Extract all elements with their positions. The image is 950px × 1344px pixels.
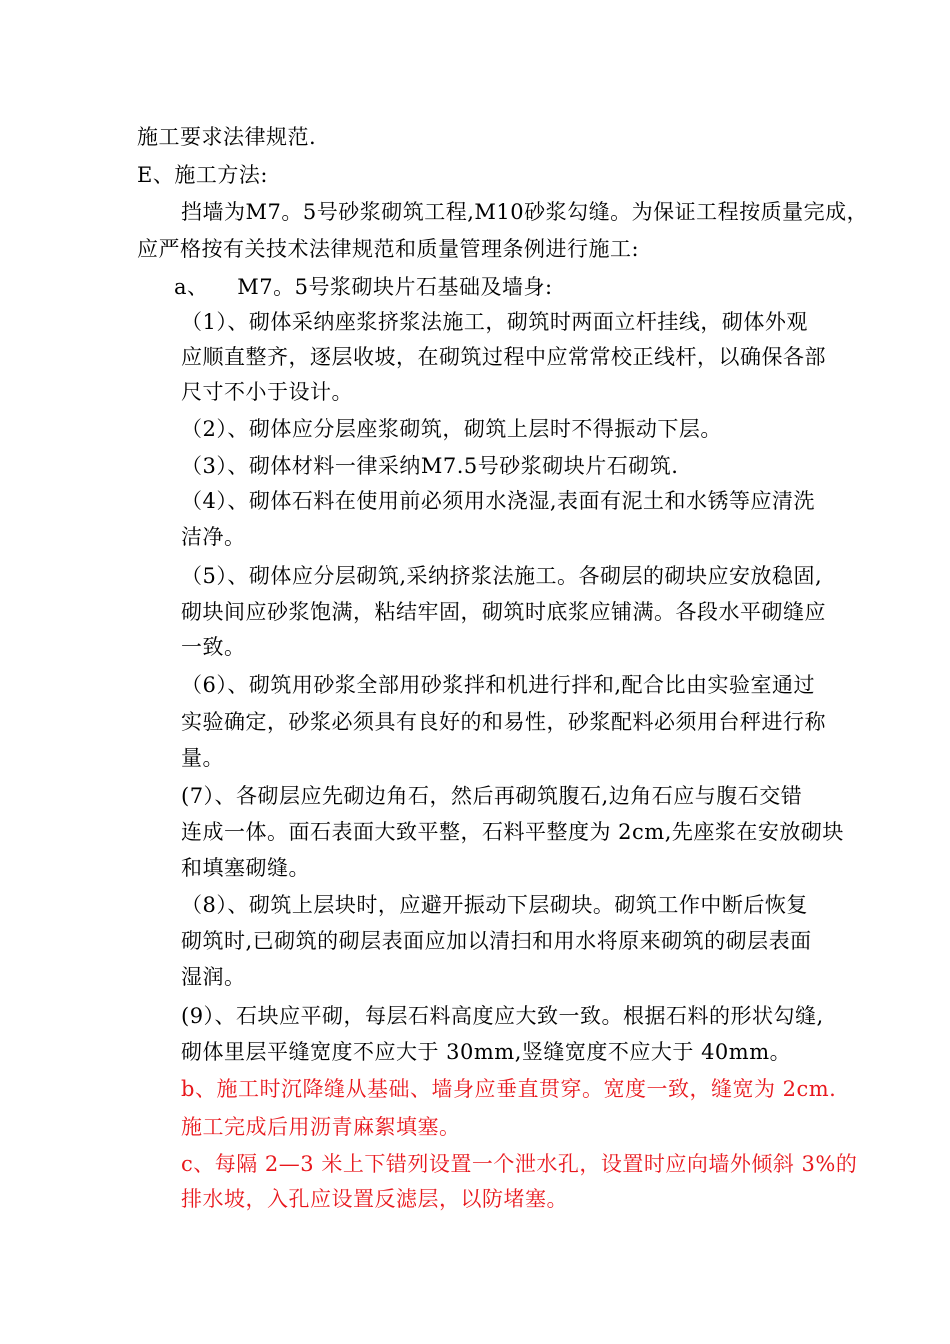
text-line: 连成一体。面石表面大致平整，石料平整度为 2cm,先座浆在安放砌块 — [181, 820, 844, 844]
subsection-heading: a、 M7。5号浆砌块片石基础及墙身: — [174, 275, 553, 299]
text-line: 应顺直整齐，逐层收坡，在砌筑过程中应常常校正线杆，以确保各部 — [181, 345, 826, 369]
highlighted-line: b、施工时沉降缝从基础、墙身应垂直贯穿。宽度一致，缝宽为 2cm. — [181, 1077, 837, 1101]
highlighted-line: c、每隔 2—3 米上下错列设置一个泄水孔，设置时应向墙外倾斜 3%的 — [181, 1152, 858, 1176]
highlighted-line: 施工完成后用沥青麻絮填塞。 — [181, 1115, 461, 1139]
text-line: 砌块间应砂浆饱满，粘结牢固，砌筑时底浆应铺满。各段水平砌缝应 — [181, 600, 826, 624]
text-line: （1）、砌体采纳座浆挤浆法施工，砌筑时两面立杆挂线，砌体外观 — [181, 310, 808, 334]
text-line: 实验确定，砂浆必须具有良好的和易性，砂浆配料必须用台秤进行称 — [181, 710, 826, 734]
text-line: 挡墙为M7。5号砂浆砌筑工程,M10砂浆勾缝。为保证工程按质量完成， — [181, 200, 869, 224]
text-line: （8）、砌筑上层块时，应避开振动下层砌块。砌筑工作中断后恢复 — [181, 893, 808, 917]
text-line: 施工要求法律规范. — [137, 125, 317, 149]
text-line: 湿润。 — [181, 965, 246, 989]
text-line: 应严格按有关技术法律规范和质量管理条例进行施工: — [137, 237, 640, 261]
text-line: 一致。 — [181, 635, 246, 659]
section-heading: E、施工方法: — [137, 163, 268, 187]
text-line: （2）、砌体应分层座浆砌筑，砌筑上层时不得振动下层。 — [181, 417, 722, 441]
text-line: 砌体里层平缝宽度不应大于 30mm,竖缝宽度不应大于 40mm。 — [181, 1040, 792, 1064]
text-line: （3）、砌体材料一律采纳M7.5号砂浆砌块片石砌筑. — [181, 454, 679, 478]
text-line: 洁净。 — [181, 525, 246, 549]
text-line: （6）、砌筑用砂浆全部用砂浆拌和机进行拌和,配合比由实验室通过 — [181, 673, 816, 697]
text-line: 尺寸不小于设计。 — [181, 380, 353, 404]
text-line: (9）、石块应平砌，每层石料高度应大致一致。根据石料的形状勾缝, — [181, 1004, 824, 1028]
highlighted-line: 排水坡，入孔应设置反滤层，以防堵塞。 — [181, 1187, 568, 1211]
text-line: 砌筑时,已砌筑的砌层表面应加以清扫和用水将原来砌筑的砌层表面 — [181, 929, 812, 953]
text-line: (7）、各砌层应先砌边角石，然后再砌筑腹石,边角石应与腹石交错 — [181, 784, 803, 808]
text-line: 和填塞砌缝。 — [181, 856, 310, 880]
text-line: （5）、砌体应分层砌筑,采纳挤浆法施工。各砌层的砌块应安放稳固, — [181, 564, 823, 588]
text-line: （4）、砌体石料在使用前必须用水浇湿,表面有泥土和水锈等应清洗 — [181, 489, 816, 513]
text-line: 量。 — [181, 746, 224, 770]
